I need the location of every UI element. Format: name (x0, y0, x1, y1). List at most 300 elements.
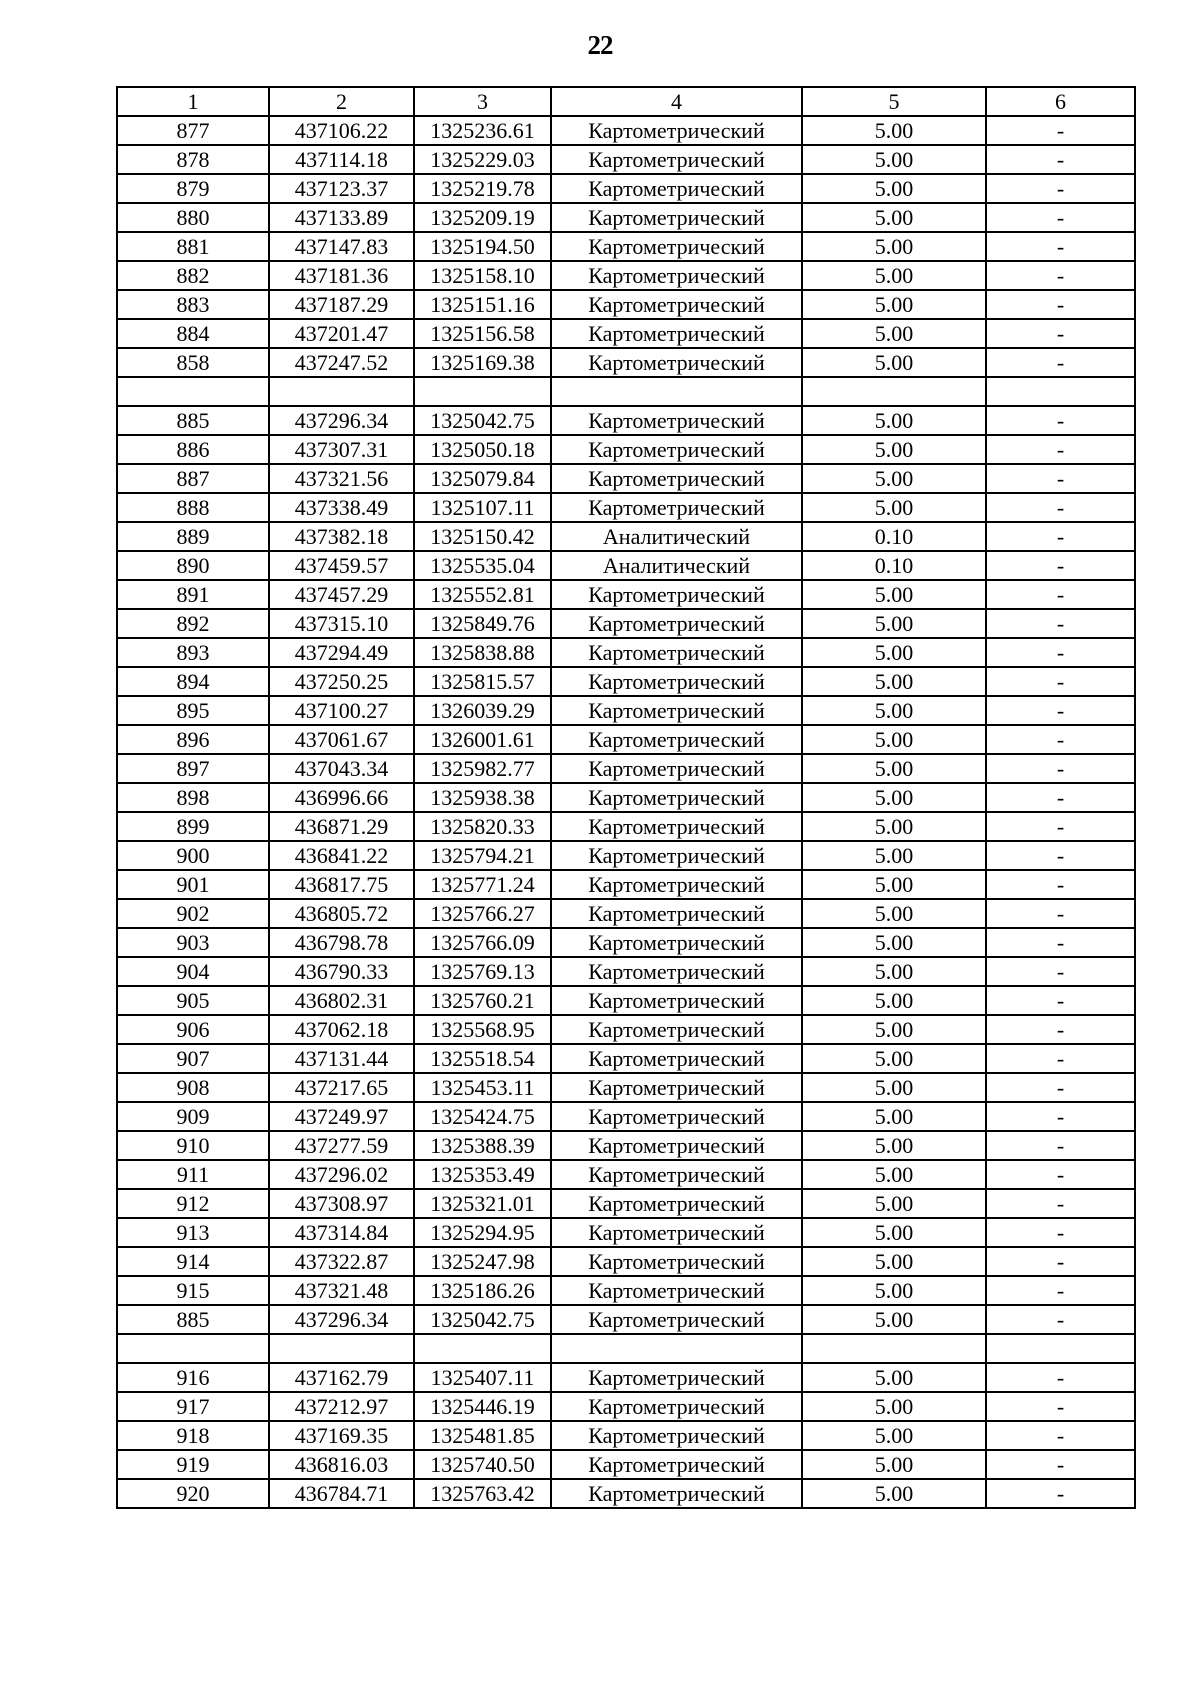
accuracy-cell: 5.00 (802, 319, 986, 348)
accuracy-cell: 5.00 (802, 1218, 986, 1247)
description-cell: - (986, 1450, 1135, 1479)
table-row (117, 290, 1135, 319)
y-coordinate-cell: 1325321.01 (414, 1189, 551, 1218)
point-number-cell: 917 (117, 1392, 269, 1421)
x-coordinate-cell: 436790.33 (269, 957, 414, 986)
y-coordinate-cell: 1325771.24 (414, 870, 551, 899)
x-coordinate-cell: 437100.27 (269, 696, 414, 725)
description-cell: - (986, 406, 1135, 435)
x-coordinate-cell: 437212.97 (269, 1392, 414, 1421)
y-coordinate-cell: 1326039.29 (414, 696, 551, 725)
point-number-cell: 915 (117, 1276, 269, 1305)
description-cell (986, 377, 1135, 406)
x-coordinate-cell: 436802.31 (269, 986, 414, 1015)
method-cell: Картометрический (551, 580, 802, 609)
point-number-cell: 901 (117, 870, 269, 899)
x-coordinate-cell: 437294.49 (269, 638, 414, 667)
description-cell: - (986, 261, 1135, 290)
description-cell: - (986, 522, 1135, 551)
table-row (117, 580, 1135, 609)
method-cell: Картометрический (551, 928, 802, 957)
point-number-cell: 896 (117, 725, 269, 754)
point-number-cell: 920 (117, 1479, 269, 1508)
y-coordinate-cell: 1325769.13 (414, 957, 551, 986)
x-coordinate-cell: 436996.66 (269, 783, 414, 812)
accuracy-cell: 5.00 (802, 1102, 986, 1131)
x-coordinate-cell: 437322.87 (269, 1247, 414, 1276)
description-cell: - (986, 783, 1135, 812)
description-cell: - (986, 899, 1135, 928)
accuracy-cell: 5.00 (802, 783, 986, 812)
description-cell (986, 1334, 1135, 1363)
accuracy-cell: 0.10 (802, 551, 986, 580)
column-header: 6 (986, 87, 1135, 116)
column-header: 1 (117, 87, 269, 116)
table-row (117, 493, 1135, 522)
point-number-cell (117, 377, 269, 406)
method-cell: Картометрический (551, 841, 802, 870)
description-cell: - (986, 1305, 1135, 1334)
table-row (117, 1276, 1135, 1305)
method-cell: Картометрический (551, 1102, 802, 1131)
table-row (117, 1479, 1135, 1508)
description-cell: - (986, 348, 1135, 377)
accuracy-cell: 5.00 (802, 1305, 986, 1334)
x-coordinate-cell: 437249.97 (269, 1102, 414, 1131)
y-coordinate-cell: 1325156.58 (414, 319, 551, 348)
point-number-cell: 894 (117, 667, 269, 696)
accuracy-cell: 5.00 (802, 290, 986, 319)
method-cell: Картометрический (551, 725, 802, 754)
point-number-cell: 881 (117, 232, 269, 261)
accuracy-cell: 5.00 (802, 232, 986, 261)
coordinates-table (116, 86, 1136, 1509)
method-cell: Картометрический (551, 435, 802, 464)
table-row (117, 754, 1135, 783)
x-coordinate-cell: 437123.37 (269, 174, 414, 203)
y-coordinate-cell: 1325407.11 (414, 1363, 551, 1392)
point-number-cell: 889 (117, 522, 269, 551)
method-cell: Картометрический (551, 696, 802, 725)
method-cell: Картометрический (551, 667, 802, 696)
x-coordinate-cell: 436816.03 (269, 1450, 414, 1479)
y-coordinate-cell: 1325766.27 (414, 899, 551, 928)
table-row (117, 174, 1135, 203)
accuracy-cell: 5.00 (802, 1421, 986, 1450)
x-coordinate-cell: 437382.18 (269, 522, 414, 551)
table-row (117, 377, 1135, 406)
point-number-cell: 911 (117, 1160, 269, 1189)
point-number-cell: 914 (117, 1247, 269, 1276)
x-coordinate-cell: 437106.22 (269, 116, 414, 145)
description-cell: - (986, 1073, 1135, 1102)
table-header-row (117, 87, 1135, 116)
description-cell: - (986, 116, 1135, 145)
point-number-cell: 886 (117, 435, 269, 464)
accuracy-cell: 5.00 (802, 928, 986, 957)
point-number-cell: 877 (117, 116, 269, 145)
accuracy-cell: 5.00 (802, 986, 986, 1015)
table-row (117, 232, 1135, 261)
method-cell: Картометрический (551, 1479, 802, 1508)
column-header: 5 (802, 87, 986, 116)
y-coordinate-cell: 1326001.61 (414, 725, 551, 754)
y-coordinate-cell: 1325219.78 (414, 174, 551, 203)
accuracy-cell: 5.00 (802, 667, 986, 696)
x-coordinate-cell: 436871.29 (269, 812, 414, 841)
point-number-cell: 885 (117, 1305, 269, 1334)
accuracy-cell: 5.00 (802, 116, 986, 145)
y-coordinate-cell: 1325568.95 (414, 1015, 551, 1044)
point-number-cell: 891 (117, 580, 269, 609)
table-row (117, 522, 1135, 551)
table-row (117, 957, 1135, 986)
table-row (117, 1131, 1135, 1160)
table-row (117, 812, 1135, 841)
x-coordinate-cell: 437321.48 (269, 1276, 414, 1305)
method-cell: Картометрический (551, 232, 802, 261)
accuracy-cell: 5.00 (802, 754, 986, 783)
method-cell: Картометрический (551, 464, 802, 493)
point-number-cell (117, 1334, 269, 1363)
x-coordinate-cell: 436817.75 (269, 870, 414, 899)
x-coordinate-cell: 436805.72 (269, 899, 414, 928)
accuracy-cell: 5.00 (802, 1131, 986, 1160)
point-number-cell: 905 (117, 986, 269, 1015)
table-row (117, 638, 1135, 667)
y-coordinate-cell: 1325388.39 (414, 1131, 551, 1160)
x-coordinate-cell: 437169.35 (269, 1421, 414, 1450)
table-row (117, 1015, 1135, 1044)
y-coordinate-cell: 1325424.75 (414, 1102, 551, 1131)
accuracy-cell: 5.00 (802, 638, 986, 667)
table-row (117, 1363, 1135, 1392)
method-cell: Картометрический (551, 1392, 802, 1421)
y-coordinate-cell: 1325763.42 (414, 1479, 551, 1508)
point-number-cell: 888 (117, 493, 269, 522)
description-cell: - (986, 203, 1135, 232)
x-coordinate-cell: 437062.18 (269, 1015, 414, 1044)
x-coordinate-cell: 437321.56 (269, 464, 414, 493)
description-cell: - (986, 725, 1135, 754)
table-row (117, 145, 1135, 174)
table-row (117, 899, 1135, 928)
method-cell: Картометрический (551, 493, 802, 522)
method-cell: Картометрический (551, 145, 802, 174)
description-cell: - (986, 174, 1135, 203)
x-coordinate-cell: 437043.34 (269, 754, 414, 783)
column-header: 4 (551, 87, 802, 116)
method-cell: Картометрический (551, 957, 802, 986)
description-cell: - (986, 493, 1135, 522)
point-number-cell: 897 (117, 754, 269, 783)
method-cell: Картометрический (551, 754, 802, 783)
y-coordinate-cell: 1325151.16 (414, 290, 551, 319)
accuracy-cell: 5.00 (802, 493, 986, 522)
table-row (117, 203, 1135, 232)
table-body (117, 116, 1135, 1508)
table-row (117, 1102, 1135, 1131)
point-number-cell: 882 (117, 261, 269, 290)
point-number-cell: 912 (117, 1189, 269, 1218)
method-cell: Картометрический (551, 812, 802, 841)
description-cell: - (986, 1189, 1135, 1218)
y-coordinate-cell: 1325535.04 (414, 551, 551, 580)
x-coordinate-cell: 437308.97 (269, 1189, 414, 1218)
description-cell: - (986, 1218, 1135, 1247)
description-cell: - (986, 986, 1135, 1015)
description-cell: - (986, 870, 1135, 899)
point-number-cell: 890 (117, 551, 269, 580)
method-cell: Картометрический (551, 1276, 802, 1305)
accuracy-cell: 5.00 (802, 899, 986, 928)
method-cell: Картометрический (551, 261, 802, 290)
table-row (117, 1450, 1135, 1479)
table-row (117, 783, 1135, 812)
table-row (117, 696, 1135, 725)
x-coordinate-cell: 437296.34 (269, 1305, 414, 1334)
table-row (117, 1334, 1135, 1363)
point-number-cell: 880 (117, 203, 269, 232)
method-cell: Картометрический (551, 290, 802, 319)
method-cell: Картометрический (551, 1189, 802, 1218)
y-coordinate-cell: 1325229.03 (414, 145, 551, 174)
table-row (117, 1218, 1135, 1247)
table-row (117, 1305, 1135, 1334)
point-number-cell: 904 (117, 957, 269, 986)
point-number-cell: 906 (117, 1015, 269, 1044)
accuracy-cell: 5.00 (802, 464, 986, 493)
point-number-cell: 895 (117, 696, 269, 725)
y-coordinate-cell: 1325820.33 (414, 812, 551, 841)
description-cell: - (986, 841, 1135, 870)
x-coordinate-cell: 437277.59 (269, 1131, 414, 1160)
accuracy-cell: 5.00 (802, 435, 986, 464)
point-number-cell: 899 (117, 812, 269, 841)
x-coordinate-cell: 437201.47 (269, 319, 414, 348)
table-row (117, 435, 1135, 464)
y-coordinate-cell: 1325446.19 (414, 1392, 551, 1421)
point-number-cell: 910 (117, 1131, 269, 1160)
description-cell: - (986, 1044, 1135, 1073)
y-coordinate-cell: 1325158.10 (414, 261, 551, 290)
method-cell: Аналитический (551, 551, 802, 580)
accuracy-cell: 5.00 (802, 261, 986, 290)
point-number-cell: 916 (117, 1363, 269, 1392)
description-cell: - (986, 928, 1135, 957)
table-row (117, 841, 1135, 870)
y-coordinate-cell: 1325169.38 (414, 348, 551, 377)
x-coordinate-cell: 437061.67 (269, 725, 414, 754)
table-row (117, 319, 1135, 348)
table-row (117, 870, 1135, 899)
y-coordinate-cell: 1325042.75 (414, 1305, 551, 1334)
table-row (117, 928, 1135, 957)
x-coordinate-cell: 437457.29 (269, 580, 414, 609)
method-cell: Картометрический (551, 870, 802, 899)
y-coordinate-cell: 1325150.42 (414, 522, 551, 551)
y-coordinate-cell: 1325079.84 (414, 464, 551, 493)
method-cell: Картометрический (551, 406, 802, 435)
accuracy-cell: 5.00 (802, 174, 986, 203)
method-cell: Картометрический (551, 203, 802, 232)
y-coordinate-cell (414, 377, 551, 406)
description-cell: - (986, 812, 1135, 841)
method-cell: Картометрический (551, 1305, 802, 1334)
point-number-cell: 887 (117, 464, 269, 493)
method-cell: Картометрический (551, 1247, 802, 1276)
description-cell: - (986, 290, 1135, 319)
point-number-cell: 907 (117, 1044, 269, 1073)
x-coordinate-cell: 437315.10 (269, 609, 414, 638)
description-cell: - (986, 551, 1135, 580)
description-cell: - (986, 1276, 1135, 1305)
table-row (117, 406, 1135, 435)
accuracy-cell: 5.00 (802, 1015, 986, 1044)
point-number-cell: 913 (117, 1218, 269, 1247)
accuracy-cell: 5.00 (802, 1450, 986, 1479)
method-cell: Картометрический (551, 1218, 802, 1247)
accuracy-cell: 5.00 (802, 203, 986, 232)
y-coordinate-cell: 1325838.88 (414, 638, 551, 667)
accuracy-cell: 5.00 (802, 609, 986, 638)
accuracy-cell: 5.00 (802, 1189, 986, 1218)
x-coordinate-cell: 437307.31 (269, 435, 414, 464)
y-coordinate-cell: 1325294.95 (414, 1218, 551, 1247)
description-cell: - (986, 1015, 1135, 1044)
x-coordinate-cell: 437296.34 (269, 406, 414, 435)
method-cell: Картометрический (551, 899, 802, 928)
accuracy-cell: 5.00 (802, 145, 986, 174)
description-cell: - (986, 145, 1135, 174)
point-number-cell: 900 (117, 841, 269, 870)
method-cell: Аналитический (551, 522, 802, 551)
x-coordinate-cell: 437338.49 (269, 493, 414, 522)
method-cell: Картометрический (551, 1015, 802, 1044)
accuracy-cell: 5.00 (802, 725, 986, 754)
accuracy-cell: 5.00 (802, 1392, 986, 1421)
point-number-cell: 903 (117, 928, 269, 957)
accuracy-cell: 5.00 (802, 812, 986, 841)
description-cell: - (986, 464, 1135, 493)
x-coordinate-cell: 437147.83 (269, 232, 414, 261)
table-row (117, 1189, 1135, 1218)
table-row (117, 261, 1135, 290)
method-cell: Картометрический (551, 986, 802, 1015)
table-row (117, 986, 1135, 1015)
point-number-cell: 879 (117, 174, 269, 203)
description-cell: - (986, 1421, 1135, 1450)
table-row (117, 1421, 1135, 1450)
y-coordinate-cell: 1325353.49 (414, 1160, 551, 1189)
method-cell: Картометрический (551, 1450, 802, 1479)
method-cell: Картометрический (551, 1044, 802, 1073)
y-coordinate-cell: 1325453.11 (414, 1073, 551, 1102)
y-coordinate-cell: 1325740.50 (414, 1450, 551, 1479)
x-coordinate-cell: 437162.79 (269, 1363, 414, 1392)
y-coordinate-cell: 1325518.54 (414, 1044, 551, 1073)
y-coordinate-cell (414, 1334, 551, 1363)
x-coordinate-cell: 437131.44 (269, 1044, 414, 1073)
method-cell: Картометрический (551, 1160, 802, 1189)
description-cell: - (986, 957, 1135, 986)
point-number-cell: 883 (117, 290, 269, 319)
x-coordinate-cell: 437296.02 (269, 1160, 414, 1189)
accuracy-cell: 5.00 (802, 696, 986, 725)
description-cell: - (986, 1392, 1135, 1421)
accuracy-cell: 0.10 (802, 522, 986, 551)
method-cell: Картометрический (551, 1421, 802, 1450)
accuracy-cell: 5.00 (802, 1160, 986, 1189)
point-number-cell: 902 (117, 899, 269, 928)
column-header: 2 (269, 87, 414, 116)
point-number-cell: 908 (117, 1073, 269, 1102)
x-coordinate-cell: 436841.22 (269, 841, 414, 870)
table-row (117, 667, 1135, 696)
y-coordinate-cell: 1325050.18 (414, 435, 551, 464)
description-cell: - (986, 638, 1135, 667)
y-coordinate-cell: 1325849.76 (414, 609, 551, 638)
point-number-cell: 893 (117, 638, 269, 667)
table-row (117, 609, 1135, 638)
method-cell: Картометрический (551, 319, 802, 348)
description-cell: - (986, 580, 1135, 609)
y-coordinate-cell: 1325209.19 (414, 203, 551, 232)
accuracy-cell: 5.00 (802, 957, 986, 986)
accuracy-cell: 5.00 (802, 841, 986, 870)
method-cell (551, 377, 802, 406)
method-cell: Картометрический (551, 1363, 802, 1392)
table-row (117, 1044, 1135, 1073)
accuracy-cell: 5.00 (802, 580, 986, 609)
y-coordinate-cell: 1325552.81 (414, 580, 551, 609)
x-coordinate-cell: 436798.78 (269, 928, 414, 957)
description-cell: - (986, 1479, 1135, 1508)
accuracy-cell (802, 1334, 986, 1363)
method-cell: Картометрический (551, 348, 802, 377)
description-cell: - (986, 435, 1135, 464)
method-cell: Картометрический (551, 174, 802, 203)
y-coordinate-cell: 1325247.98 (414, 1247, 551, 1276)
y-coordinate-cell: 1325107.11 (414, 493, 551, 522)
accuracy-cell: 5.00 (802, 1363, 986, 1392)
x-coordinate-cell: 436784.71 (269, 1479, 414, 1508)
description-cell: - (986, 232, 1135, 261)
table-row (117, 1073, 1135, 1102)
x-coordinate-cell: 437250.25 (269, 667, 414, 696)
method-cell: Картометрический (551, 783, 802, 812)
accuracy-cell: 5.00 (802, 348, 986, 377)
accuracy-cell (802, 377, 986, 406)
y-coordinate-cell: 1325186.26 (414, 1276, 551, 1305)
y-coordinate-cell: 1325938.38 (414, 783, 551, 812)
description-cell: - (986, 1131, 1135, 1160)
method-cell: Картометрический (551, 1073, 802, 1102)
table-row (117, 1160, 1135, 1189)
method-cell: Картометрический (551, 116, 802, 145)
table-row (117, 464, 1135, 493)
method-cell: Картометрический (551, 1131, 802, 1160)
accuracy-cell: 5.00 (802, 1044, 986, 1073)
table-row (117, 725, 1135, 754)
x-coordinate-cell: 437114.18 (269, 145, 414, 174)
y-coordinate-cell: 1325042.75 (414, 406, 551, 435)
method-cell: Картометрический (551, 638, 802, 667)
description-cell: - (986, 1363, 1135, 1392)
x-coordinate-cell: 437314.84 (269, 1218, 414, 1247)
accuracy-cell: 5.00 (802, 1276, 986, 1305)
description-cell: - (986, 609, 1135, 638)
